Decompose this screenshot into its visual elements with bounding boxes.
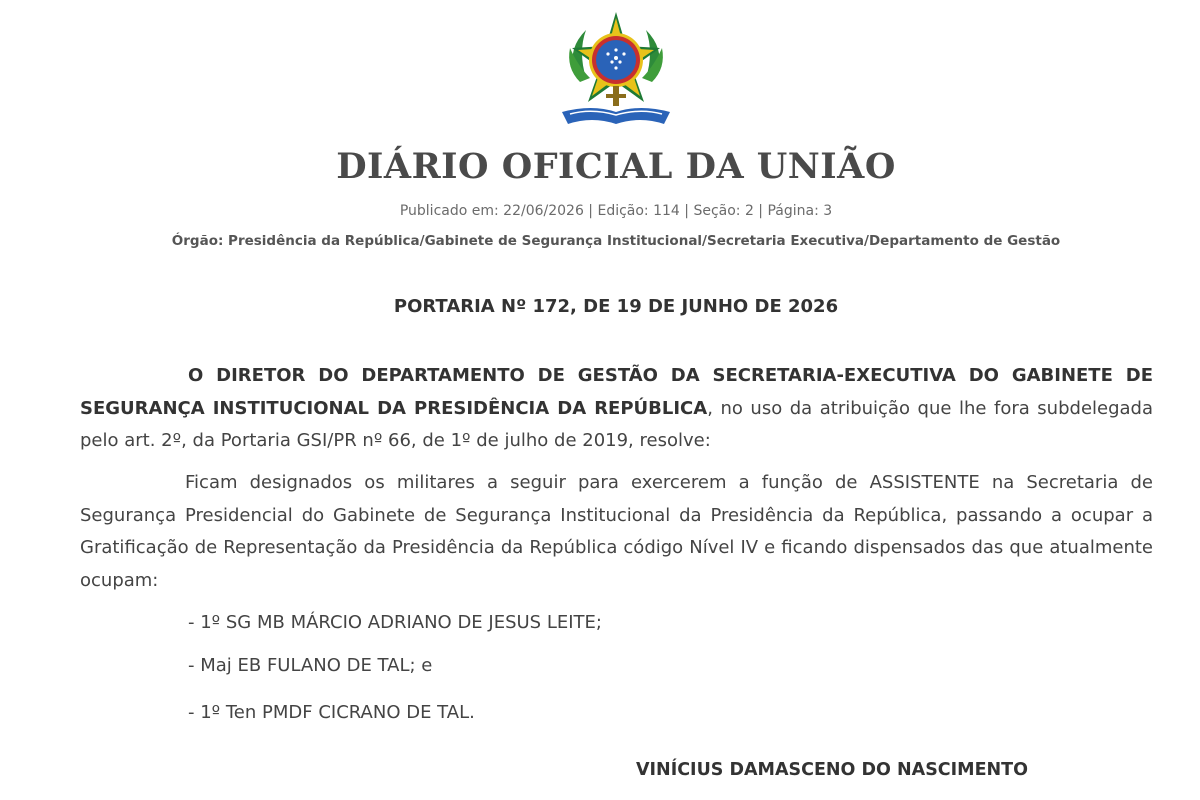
intro-paragraph <box>80 360 1153 458</box>
designee-item: - 1º SG MB MÁRCIO ADRIANO DE JESUS LEITE; <box>188 612 602 633</box>
designee-item: - 1º Ten PMDF CICRANO DE TAL. <box>188 702 475 723</box>
coat-of-arms-emblem <box>552 8 680 132</box>
masthead-title: DIÁRIO OFICIAL DA UNIÃO <box>336 146 896 187</box>
orgao-line: Órgão: Presidência da República/Gabinete de Segurança Institucional/Secretaria Executiva/Departamento de Gestão <box>171 233 1061 249</box>
main-paragraph <box>80 467 1153 597</box>
publication-meta: Publicado em: 22/06/2026 | Edição: 114 | Seção: 2 | Página: 3 <box>399 203 833 219</box>
intro-rest: , no uso da atribuição que lhe fora subdelegada pelo art. 2º, da Portaria GSI/PR nº 66, de 1º de julho de 2019, resolve: <box>80 397 1153 451</box>
signatory-name: VINÍCIUS DAMASCENO DO NASCIMENTO <box>636 760 1028 780</box>
portaria-title: PORTARIA Nº 172, DE 19 DE JUNHO DE 2026 <box>393 296 839 317</box>
intro-authority: O DIRETOR DO DEPARTAMENTO DE GESTÃO DA SECRETARIA-EXECUTIVA DO GABINETE DE SEGURANÇA INSTITUCIONAL DA PRESIDÊNCIA DA REPÚBLICA <box>80 365 1153 419</box>
main-paragraph-text: Ficam designados os militares a seguir para exercerem a função de ASSISTENTE na Secretaria de Segurança Presidencial do Gabinete de Segurança Institucional da Presidência da República, passando a ocupar a Gratificação de Representação da Presidência da República código Nível IV e ficando dispensados das que atualmente ocupam: <box>80 472 1153 591</box>
designee-item: - Maj EB FULANO DE TAL; e <box>188 655 433 676</box>
